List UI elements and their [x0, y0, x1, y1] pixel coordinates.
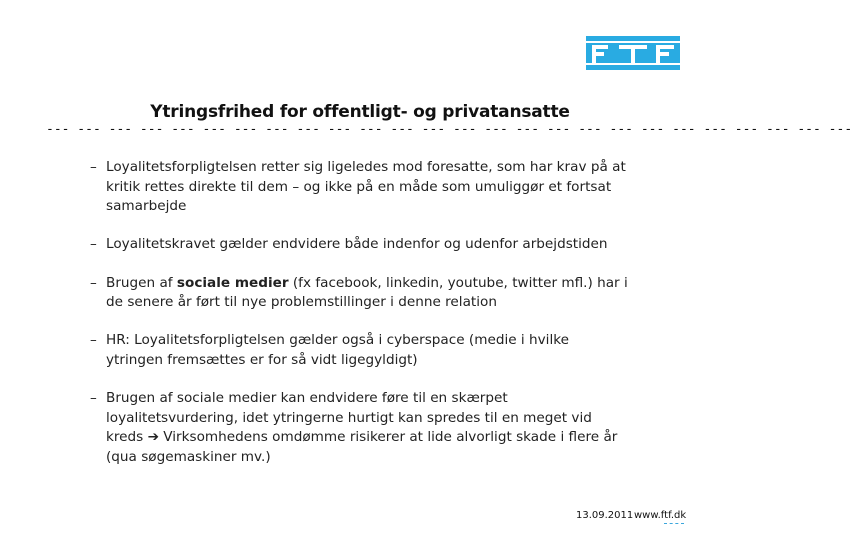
bullet-marker: –	[90, 236, 97, 253]
bullet-text-before: Brugen af	[106, 274, 177, 291]
bullet-marker: –	[90, 159, 97, 175]
bullet-list	[90, 158, 630, 486]
bullet-marker: –	[90, 332, 97, 349]
bullet-item	[90, 158, 630, 217]
page-title: Ytringsfrihed for offentligt- og privatansatte	[150, 102, 570, 122]
bullet-marker: –	[90, 274, 97, 291]
bullet-item	[90, 331, 630, 370]
bullet-item	[90, 389, 630, 467]
arrow-icon: ➔	[147, 429, 159, 446]
bullet-item	[90, 274, 630, 313]
bullet-text: Loyalitetsforpligtelsen retter sig ligeledes mod foresatte, som har krav på at kritik rettes direkte til dem – og ikke på en måde som umuliggør et fortsat samarbejde	[106, 159, 626, 215]
bullet-text: Loyalitetskravet gælder endvidere både indenfor og udenfor arbejdstiden	[106, 236, 608, 253]
bullet-text-before: Brugen af sociale medier kan endvidere føre til en skærpet loyalitetsvurdering, idet ytringerne hurtigt kan spredes til en meget vid kreds	[106, 390, 592, 446]
bullet-text-after: Virksomhedens omdømme risikerer at lide alvorligt skade i flere år (qua søgemaskiner mv.)	[106, 429, 618, 465]
footer-accent-line	[664, 523, 684, 527]
footer-date: 13.09.2011	[576, 510, 634, 521]
bullet-text: HR: Loyalitetsforpligtelsen gælder også i cyberspace (medie i hvilke ytringen fremsættes er for så vidt ligegyldigt)	[106, 332, 569, 368]
footer-url[interactable]: www.ftf.dk	[634, 510, 687, 521]
bullet-item	[90, 235, 630, 255]
bullet-marker: –	[90, 390, 97, 407]
bullet-text-bold: sociale medier	[176, 274, 289, 291]
bullet-text-after: (fx facebook, linkedin, youtube, twitter mfl.) har i de senere år ført til nye problemstillinger i denne relation	[106, 274, 628, 311]
title-divider: --- --- --- --- --- --- --- --- --- --- --- --- --- --- --- --- --- --- --- --- --- --- --- --- --- ---	[46, 122, 852, 137]
ftf-logo	[586, 36, 680, 70]
